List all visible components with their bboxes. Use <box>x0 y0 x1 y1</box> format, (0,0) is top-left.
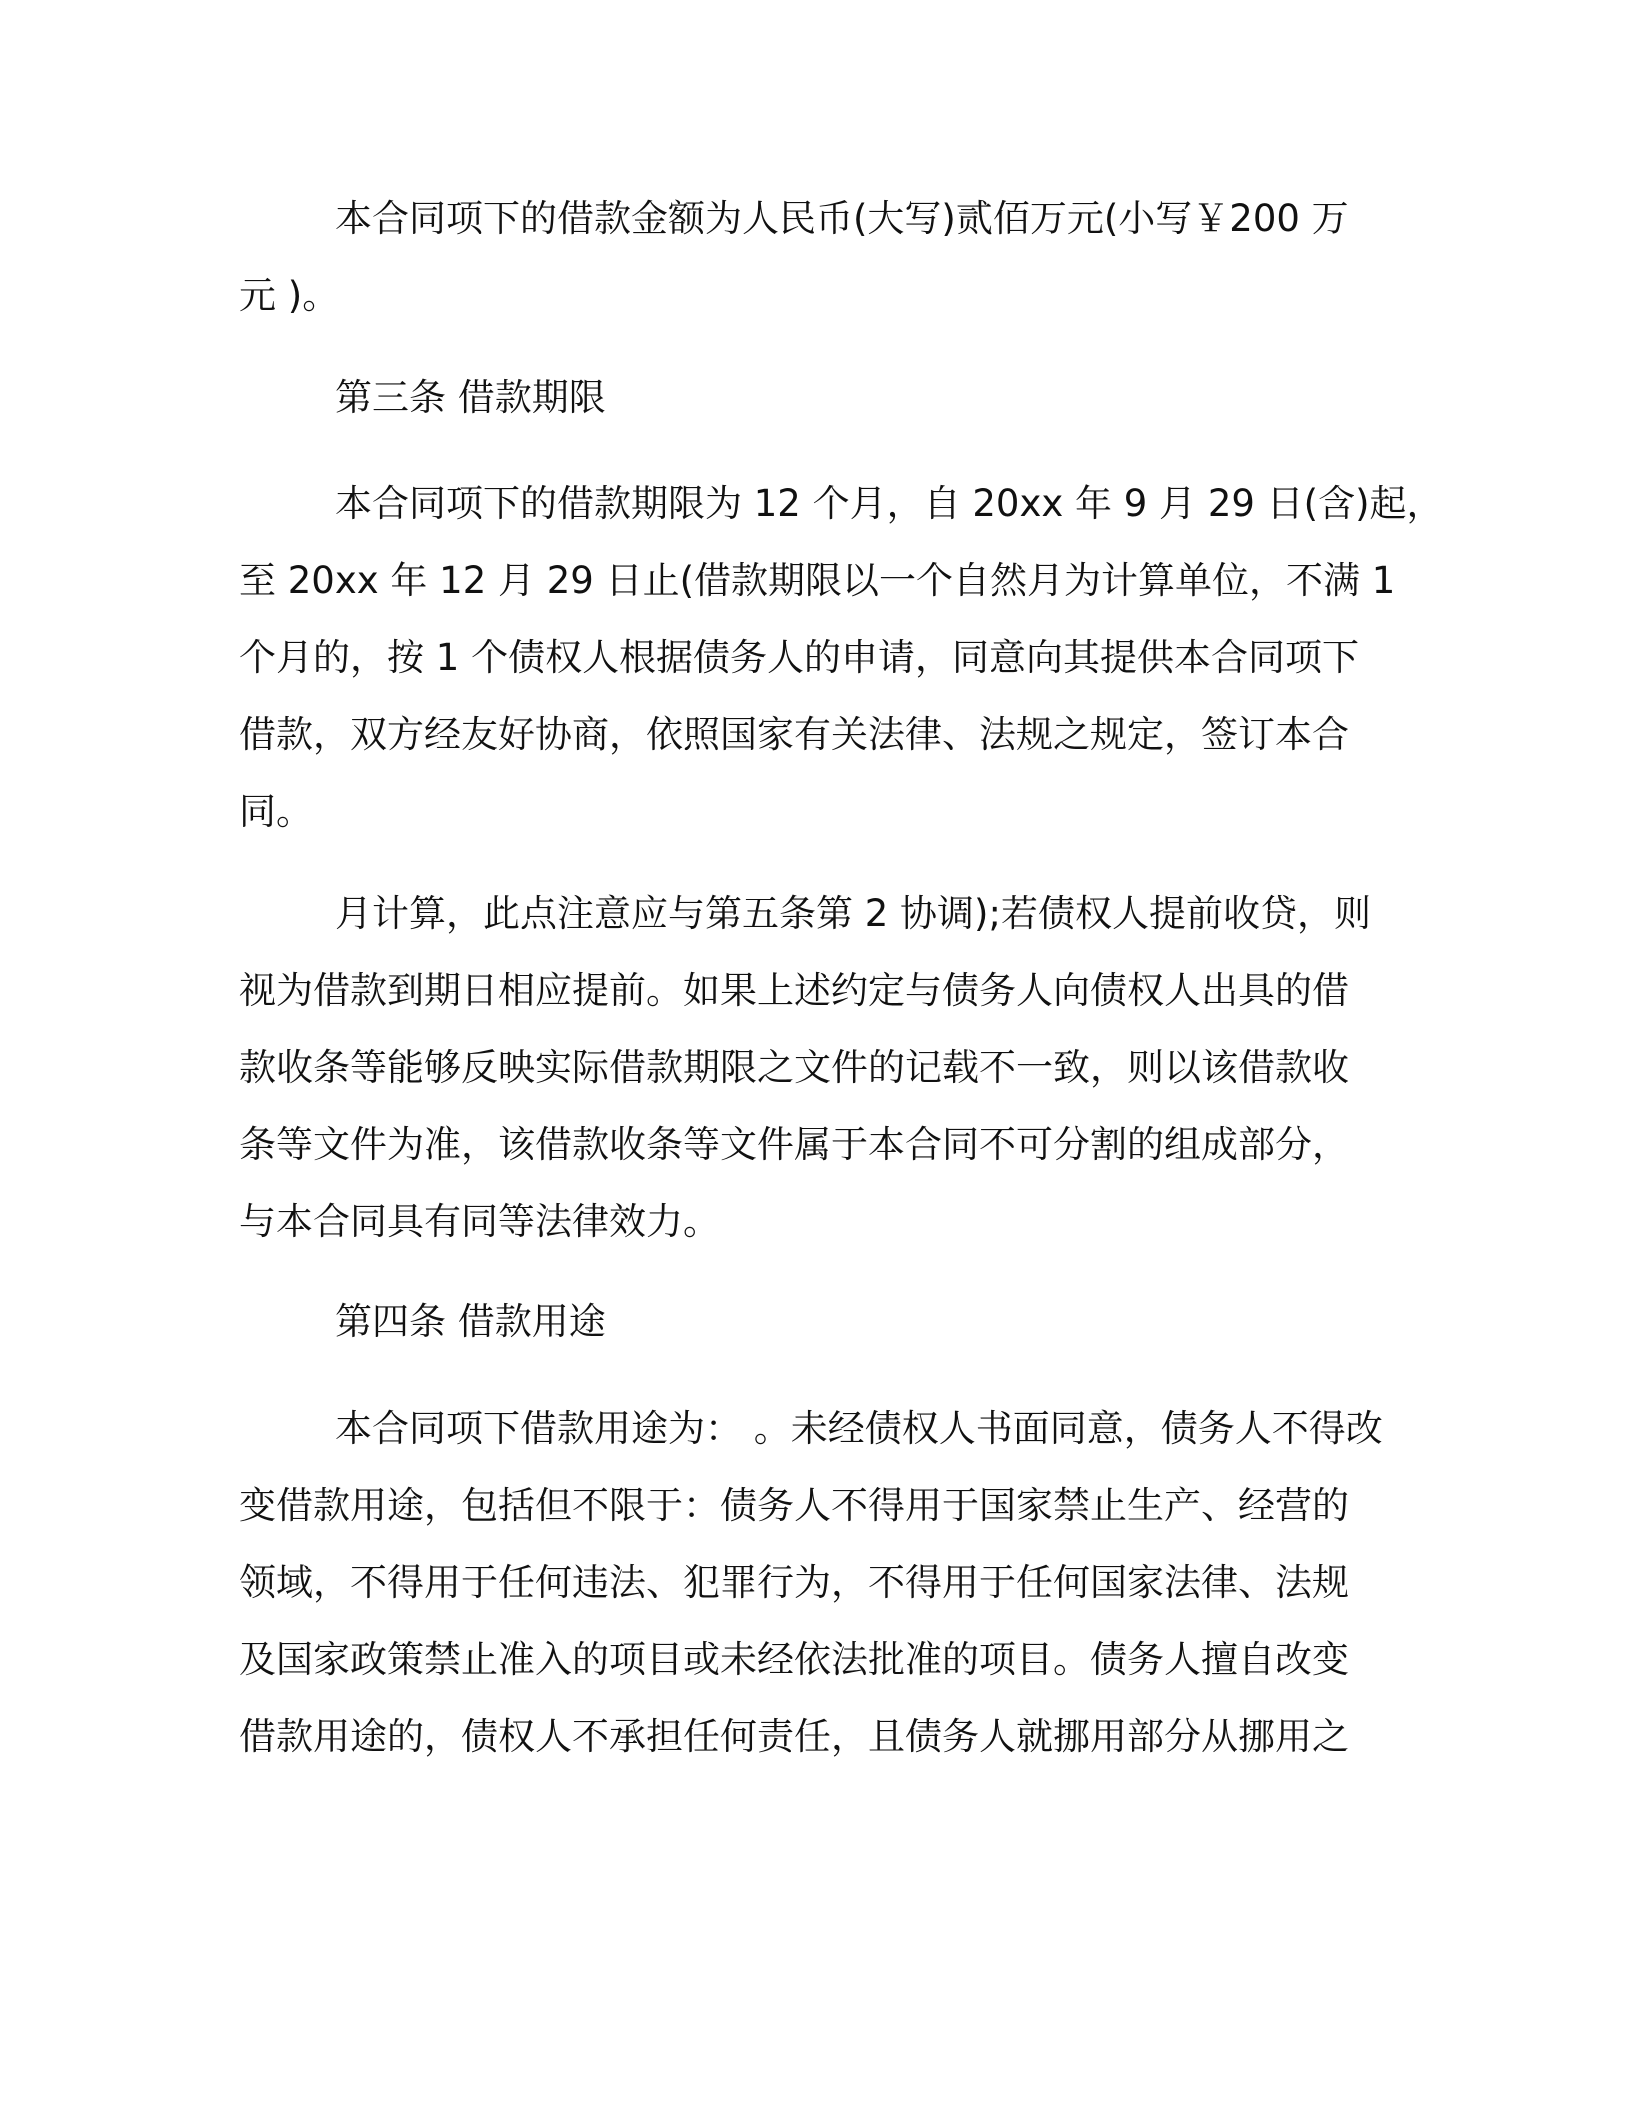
paragraph-loan-purpose <box>239 1390 1399 1775</box>
text-line: 至 20xx 年 12 月 29 日止(借款期限以一个自然月为计算单位，不满 1 <box>239 559 1396 602</box>
text-line: 本合同项下的借款期限为 12 个月，自 20xx 年 9 月 29 日(含)起， <box>335 482 1444 525</box>
text-line: 变借款用途，包括但不限于：债务人不得用于国家禁止生产、经营的 <box>239 1484 1349 1527</box>
text-line: 月计算，此点注意应与第五条第 2 协调);若债权人提前收贷，则 <box>335 892 1371 935</box>
text-line: 视为借款到期日相应提前。如果上述约定与债务人向债权人出具的借 <box>239 969 1349 1012</box>
text-line: 与本合同具有同等法律效力。 <box>239 1200 720 1243</box>
text-line: 同。 <box>239 790 313 833</box>
text-line: 及国家政策禁止准入的项目或未经依法批准的项目。债务人擅自改变 <box>239 1638 1349 1681</box>
paragraph-loan-term <box>239 465 1444 850</box>
text-line: 个月的，按 1 个债权人根据债务人的申请，同意向其提供本合同项下 <box>239 636 1360 679</box>
paragraph-loan-amount <box>239 180 1399 334</box>
article-3-heading: 第三条 借款期限 <box>335 376 606 419</box>
text-line: 本合同项下借款用途为： 。未经债权人书面同意，债务人不得改 <box>335 1407 1383 1450</box>
text-line: 元 )。 <box>239 274 340 317</box>
paragraph-loan-term-continued <box>239 875 1399 1260</box>
text-line: 本合同项下的借款金额为人民币(大写)贰佰万元(小写￥200 万 <box>335 197 1349 240</box>
text-line: 款收条等能够反映实际借款期限之文件的记载不一致，则以该借款收 <box>239 1046 1349 1089</box>
text-line: 借款，双方经友好协商，依照国家有关法律、法规之规定，签订本合 <box>239 713 1349 756</box>
text-line: 借款用途的，债权人不承担任何责任，且债务人就挪用部分从挪用之 <box>239 1715 1349 1758</box>
article-4-heading: 第四条 借款用途 <box>335 1300 606 1343</box>
text-line: 条等文件为准，该借款收条等文件属于本合同不可分割的组成部分， <box>239 1123 1349 1166</box>
text-line: 领域，不得用于任何违法、犯罪行为，不得用于任何国家法律、法规 <box>239 1561 1349 1604</box>
